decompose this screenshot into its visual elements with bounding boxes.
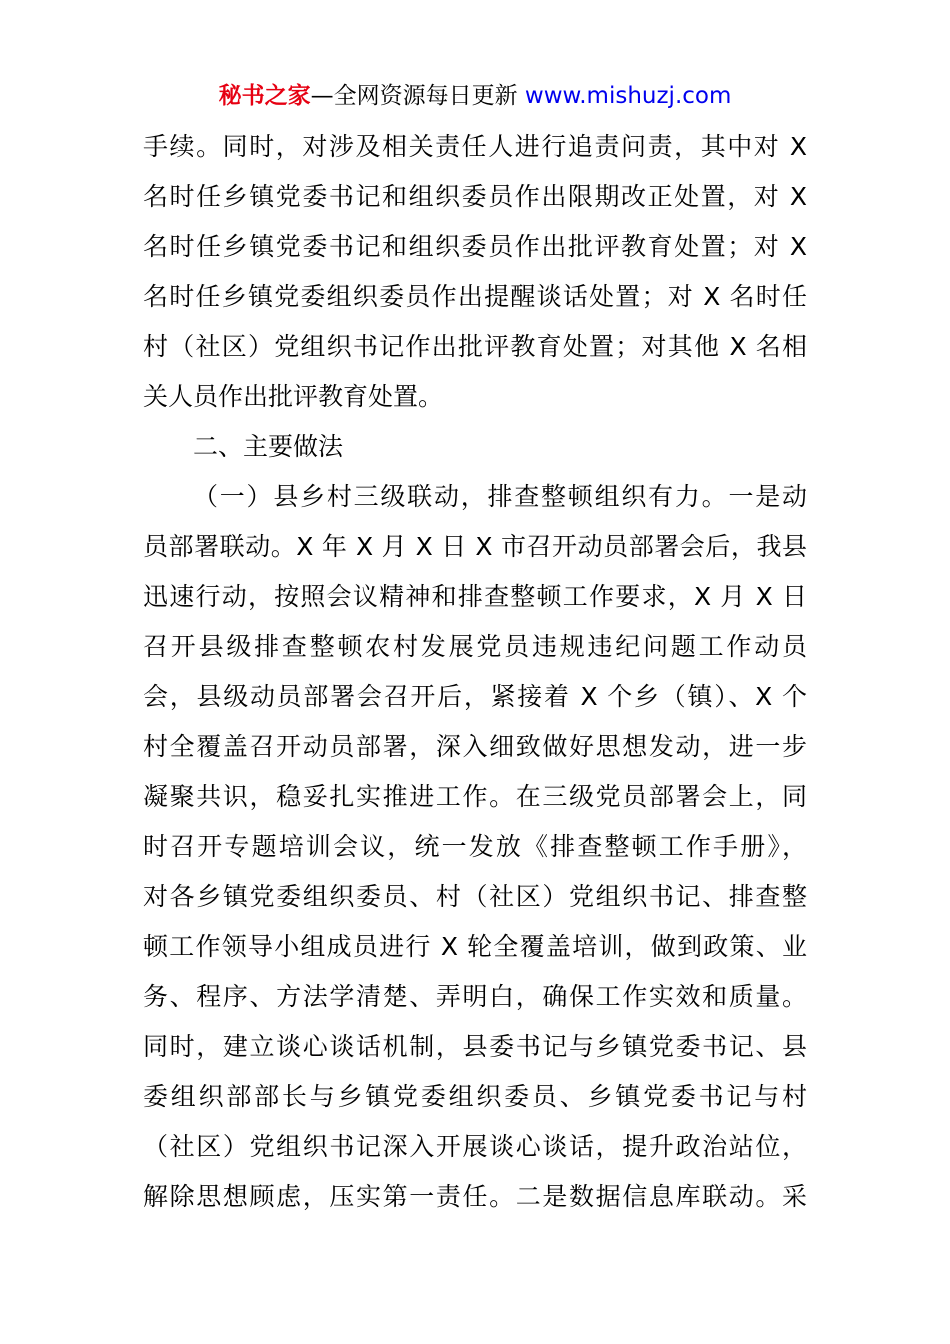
text-line: 迅速行动，按照会议精神和排查整顿工作要求，X 月 X 日 <box>143 582 807 611</box>
text-line: 关人员作出批评教育处置。 <box>143 382 444 411</box>
text-line: 名时任乡镇党委书记和组织委员作出限期改正处置，对 X <box>143 182 807 211</box>
text-line: 解除思想顾虑，压实第一责任。二是数据信息库联动。采 <box>143 1182 807 1211</box>
text-line: 凝聚共识，稳妥扎实推进工作。在三级党员部署会上，同 <box>143 782 807 811</box>
header-tagline: —全网资源每日更新 <box>310 83 525 109</box>
text-line: 村（社区）党组织书记作出批评教育处置；对其他 X 名相 <box>143 332 807 361</box>
text-line: 时召开专题培训会议，统一发放《排查整顿工作手册》， <box>143 832 807 861</box>
text-line: 同时，建立谈心谈话机制，县委书记与乡镇党委书记、县 <box>143 1032 807 1061</box>
text-line: 委组织部部长与乡镇党委组织委员、乡镇党委书记与村 <box>143 1082 807 1111</box>
document-body <box>143 122 807 1222</box>
text-line: （社区）党组织书记深入开展谈心谈话，提升政治站位， <box>143 1132 807 1161</box>
text-line: 手续。同时，对涉及相关责任人进行追责问责，其中对 X <box>143 132 807 161</box>
text-line: 对各乡镇党委组织委员、村（社区）党组织书记、排查整 <box>143 882 807 911</box>
page-header <box>0 80 950 112</box>
header-brand: 秘书之家 <box>218 83 311 109</box>
text-line: 务、程序、方法学清楚、弄明白，确保工作实效和质量。 <box>143 982 807 1011</box>
text-line: 会，县级动员部署会召开后，紧接着 X 个乡（镇）、X 个 <box>143 682 807 711</box>
text-line: 召开县级排查整顿农村发展党员违规违纪问题工作动员 <box>143 632 807 661</box>
text-line: 名时任乡镇党委组织委员作出提醒谈话处置；对 X 名时任 <box>143 282 807 311</box>
text-line: 村全覆盖召开动员部署，深入细致做好思想发动，进一步 <box>143 732 807 761</box>
text-line: 顿工作领导小组成员进行 X 轮全覆盖培训，做到政策、业 <box>143 932 807 961</box>
text-line: 二、主要做法 <box>193 432 344 461</box>
text-line: 名时任乡镇党委书记和组织委员作出批评教育处置；对 X <box>143 232 807 261</box>
header-url[interactable]: www.mishuzj.com <box>524 83 732 109</box>
text-line: 员部署联动。X 年 X 月 X 日 X 市召开动员部署会后，我县 <box>143 532 807 561</box>
text-line: （一）县乡村三级联动，排查整顿组织有力。一是动 <box>193 482 807 511</box>
